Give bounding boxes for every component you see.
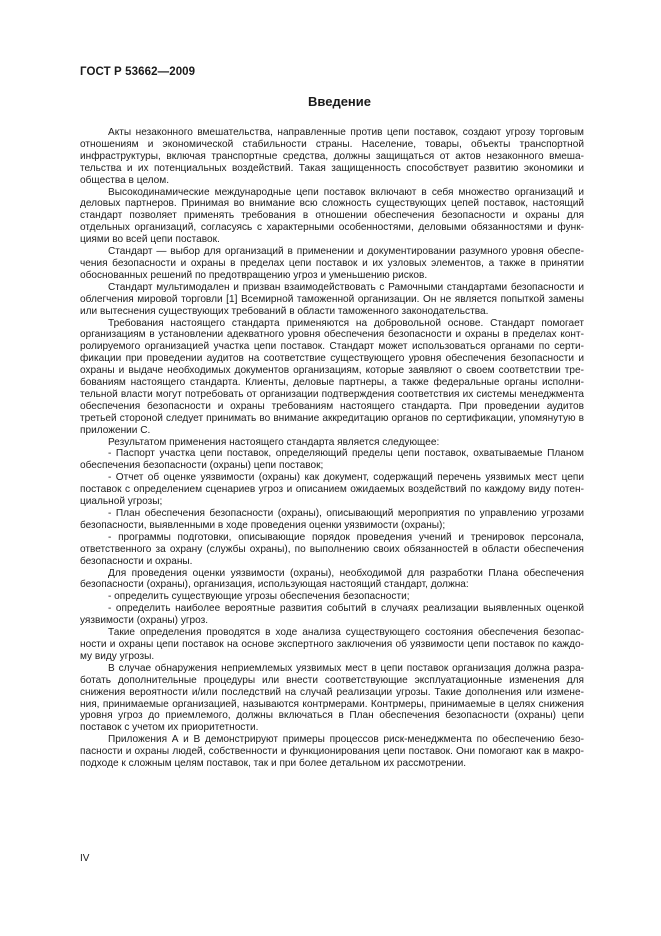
list-item: - Паспорт участка цепи поставок, определяющий пределы цепи поставок, охватываемые Планом обеспечения безопасности (охраны) цепи поставок;: [80, 448, 584, 472]
list-item: - определить существующие угрозы обеспечения безопасности;: [108, 591, 410, 603]
paragraph: Требования настоящего стандарта применяются на добровольной основе. Стандарт помогает организациям в установлении адекватного уровня обеспечения безопасности и охраны в пределах контролируемого организацией участка цепи поставок. Стандарт может использоваться органами по сертификации при проведении аудитов на соответствие существующего уровня обеспечения безопасности и охраны и выдаче необходимых документов организациям, которые заявляют о своем соответствии требованиям настоящего стандарта. Клиенты, деловые партнеры, а также федеральные органы исполнительной власти могут потребовать от организации подтверждения соответствия их системы менеджмента обеспечения безопасности и охраны требованиям настоящего стандарта. При проведении аудитов третьей стороной следует принимать во внимание аккредитацию органов по сертификации, упомянутую в приложении С.: [80, 317, 584, 436]
paragraph: Для проведения оценки уязвимости (охраны), необходимой для разработки Плана обеспечения безопасности (охраны), организация, использующая настоящий стандарт, должна:: [80, 567, 584, 591]
list-item: - определить наиболее вероятные развития событий в случаях реализации выявленных оценкой уязвимости (охраны) угроз.: [80, 603, 584, 627]
paragraph: Высокодинамические международные цепи поставок включают в себя множество организаций и деловых партнеров. Принимая во внимание всю сложность существующих цепей поставок, настоящий стандарт позволяет применять требования в отношении обеспечения безопасности и охраны для отдельных организаций, согласуясь с характерными особенностями, деловыми обязанностями и функциями во всей цепи поставок.: [80, 186, 584, 246]
paragraph: Такие определения проводятся в ходе анализа существующего состояния обеспечения безопасности и охраны цепи поставок на основе экспертного заключения об уязвимости цепи поставок по каждому виду угрозы.: [80, 627, 584, 662]
list-item: - План обеспечения безопасности (охраны), описывающий мероприятия по управлению угрозами безопасности, выявленными в ходе проведения оценки уязвимости (охраны);: [80, 508, 584, 531]
list-item: - программы подготовки, описывающие порядок проведения учений и тренировок персонала, ответственного за охрану (службы охраны), по выполнению своих обязанностей в области обеспечения безопасности и охраны.: [80, 531, 584, 567]
section-title: Введение: [308, 94, 371, 109]
paragraph: Стандарт — выбор для организаций в применении и документировании разумного уровня обеспечения безопасности и охраны в пределах цепи поставок и их узловых элементов, а также в принятии обоснованных решений по предотвращению угроз и уменьшению рисков.: [80, 246, 584, 281]
paragraph: Стандарт мультимодален и призван взаимодействовать с Рамочными стандартами безопасности и облегчения мировой торговли [1] Всемирной таможенной организации. Он не является попыткой замены или вытеснения существующих требований в области таможенного законодательства.: [80, 281, 584, 317]
paragraph: В случае обнаружения неприемлемых уязвимых мест в цепи поставок организация должна разработать дополнительные процедуры или внести соответствующие эксплуатационные изменения для снижения вероятности и/или последствий на случай реализации угрозы. Такие дополнения или изменения, принимаемые организацией, называются контрмерами. Контрмеры, принимаемые в целях снижения уровня угроз до приемлемого, должны включаться в План обеспечения безопасности (охраны) цепи поставок с учетом их приоритетности.: [80, 662, 584, 734]
paragraph: Акты незаконного вмешательства, направленные против цепи поставок, создают угрозу торговым отношениям и экономической стабильности страны. Население, товары, объекты транспортной инфраструктуры, включая транспортные средства, должны защищаться от актов незаконного вмешательства и их потенциальных воздействий. Такая защищенность способствует развитию экономики и общества в целом.: [80, 127, 584, 186]
paragraph: Результатом применения настоящего стандарта является следующее:: [108, 436, 440, 448]
list-item: - Отчет об оценке уязвимости (охраны) как документ, содержащий перечень уязвимых мест цепи поставок с определением сценариев угроз и описанием ожидаемых воздействий по каждому виду потенциальной угрозы;: [80, 472, 584, 508]
page-number: IV: [80, 853, 90, 864]
standard-header: ГОСТ Р 53662—2009: [80, 66, 196, 78]
document-body: [80, 127, 584, 770]
paragraph: Приложения А и В демонстрируют примеры процессов риск-менеджмента по обеспечению безопасности и охраны людей, собственности и функционирования цепи поставок. Они помогают как в макроподходе к сложным целям поставок, так и при более детальном их рассмотрении.: [80, 734, 584, 770]
